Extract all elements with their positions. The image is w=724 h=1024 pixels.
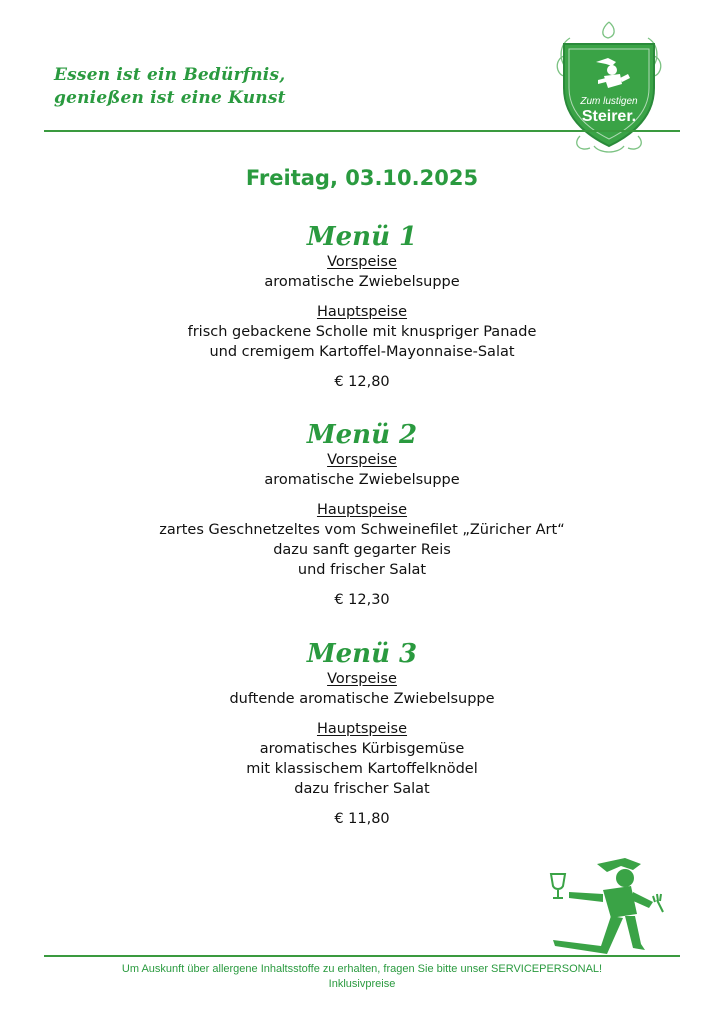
menu-2 bbox=[0, 420, 724, 610]
slogan-line-1: Essen ist ein Bedürfnis, bbox=[54, 65, 286, 85]
slogan bbox=[54, 64, 286, 110]
header-divider bbox=[44, 130, 680, 132]
logo-text-top: Zum lustigen bbox=[580, 96, 638, 107]
menu-3-price: € 11,80 bbox=[334, 811, 390, 827]
menu-1-main-line-1: frisch gebackene Scholle mit knuspriger Panade bbox=[187, 324, 537, 340]
menu-1 bbox=[0, 222, 724, 392]
menu-3-starter-label: Vorspeise bbox=[327, 671, 397, 687]
footer-divider bbox=[44, 955, 680, 957]
slogan-line-2: genießen ist eine Kunst bbox=[54, 88, 286, 108]
menu-1-starter-label: Vorspeise bbox=[327, 254, 397, 270]
menu-1-price: € 12,80 bbox=[334, 374, 390, 390]
restaurant-crest-logo bbox=[550, 18, 668, 158]
menu-2-main-line-1: zartes Geschnetzeltes vom Schweinefilet „Züricher Art“ bbox=[159, 522, 565, 538]
menu-2-starter-label: Vorspeise bbox=[327, 452, 397, 468]
menu-3-starter: duftende aromatische Zwiebelsuppe bbox=[229, 691, 495, 707]
menu-3-main-line-3: dazu frischer Salat bbox=[294, 781, 430, 797]
menu-3-main-label: Hauptspeise bbox=[316, 721, 408, 737]
menu-1-title: Menü 1 bbox=[306, 222, 418, 252]
allergen-note: Um Auskunft über allergene Inhaltsstoffe zu erhalten, fragen Sie bitte unser SERVICEPERSONAL! bbox=[121, 963, 603, 975]
footer bbox=[0, 962, 724, 992]
menu-2-main-label: Hauptspeise bbox=[316, 502, 408, 518]
menu-3 bbox=[0, 639, 724, 829]
menu-2-title: Menü 2 bbox=[306, 420, 418, 450]
menu-2-main-line-3: und frischer Salat bbox=[297, 562, 427, 578]
menu-1-main-line-2: und cremigem Kartoffel-Mayonnaise-Salat bbox=[209, 344, 515, 360]
menu-1-starter: aromatische Zwiebelsuppe bbox=[264, 274, 460, 290]
menu-1-main-label: Hauptspeise bbox=[316, 304, 408, 320]
price-note: Inklusivpreise bbox=[328, 978, 396, 990]
menu-3-main-line-2: mit klassischem Kartoffelknödel bbox=[246, 761, 478, 777]
menu-date: Freitag, 03.10.2025 bbox=[245, 166, 479, 190]
logo-text-main: Steirer. bbox=[581, 108, 637, 125]
menu-2-starter: aromatische Zwiebelsuppe bbox=[264, 472, 460, 488]
menu-3-main-line-1: aromatisches Kürbisgemüse bbox=[259, 741, 465, 757]
menu-2-price: € 12,30 bbox=[334, 592, 390, 608]
dancing-figure-with-wine-glass-icon bbox=[545, 856, 675, 956]
menu-3-title: Menü 3 bbox=[306, 639, 418, 669]
menu-2-main-line-2: dazu sanft gegarter Reis bbox=[273, 542, 451, 558]
